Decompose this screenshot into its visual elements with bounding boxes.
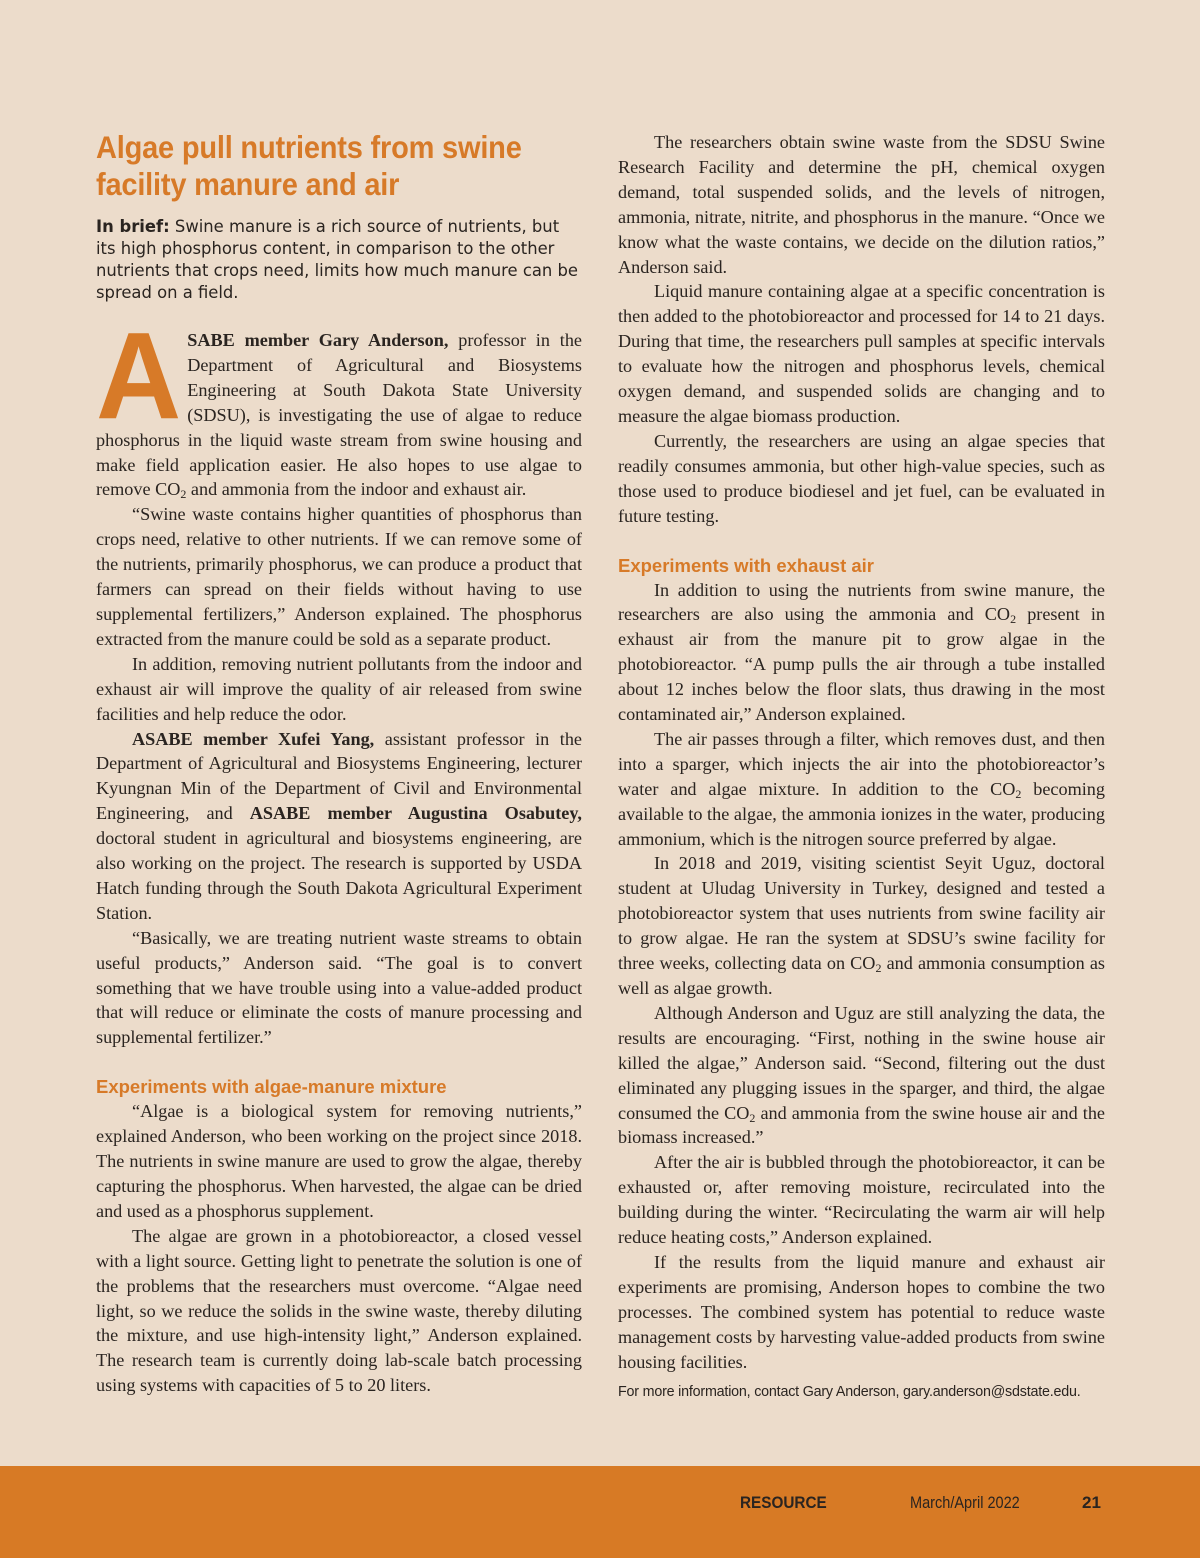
paragraph-2: “Swine waste contains higher quantities of phosphorus than crops need, relative to other nutrients. If we can remove some of the nutrients, primarily phosphorus, we can produce a product that farmers can spread on their fields without having to use supplemental fertilizers,” Anderson explained. The phosphorus extracted from the manure could be sold as a separate product. <box>96 504 582 649</box>
right-column <box>618 130 1105 1402</box>
p12-text-b: becoming available to the algae, the ammonia ionizes in the water, producing ammonium, which is the nitrogen source preferred by algae. <box>618 778 1105 849</box>
in-brief-label: In brief: <box>96 217 170 236</box>
subhead-exhaust-air: Experiments with exhaust air <box>618 554 875 576</box>
intro-paragraph <box>96 306 583 502</box>
p14-text-a: Although Anderson and Uguz are still analyzing the data, the results are encouraging. “First, nothing in the swine house air killed the algae,” Anderson said. “Second, filtering out the dust eliminated any plugging issues in the sparger, and third, the algae consumed the CO <box>618 1002 1105 1123</box>
article-body-right <box>618 130 1105 1375</box>
p4-bold-1: ASABE member Xufei Yang, <box>132 728 375 749</box>
intro-text-a: professor in the Department of Agricultural and Biosystems Engineering at South Dakota State University (SDSU), is investigating the use of algae to reduce phosphorus in the liquid waste stream from swine housing and make field application easier. He also hopes to use algae to remove CO <box>96 330 583 500</box>
drop-cap: A <box>96 306 182 446</box>
paragraph-13 <box>618 851 1105 1000</box>
p14-subscript: 2 <box>749 1110 756 1125</box>
paragraph-10: Currently, the researchers are using an algae species that readily consumes ammonia, but other high-value species, such as those used to produce biodiesel and jet fuel, can be evaluated in future testing. <box>618 430 1105 526</box>
p12-subscript: 2 <box>1015 786 1022 801</box>
intro-subscript: 2 <box>180 487 187 502</box>
intro-text-b: and ammonia from the indoor and exhaust air. <box>186 479 527 500</box>
paragraph-16: If the results from the liquid manure and exhaust air experiments are promising, Anderson hopes to combine the two processes. The combined system has potential to reduce waste management costs by harvesting value-added products from swine housing facilities. <box>618 1251 1105 1372</box>
paragraph-4 <box>96 727 582 926</box>
paragraph-9: Liquid manure containing algae at a specific concentration is then added to the photobioreactor and processed for 14 to 21 days. During that time, the researchers pull samples at specific intervals to evaluate how the nitrogen and phosphorus levels, chemical oxygen demand, and suspended solids are changing and to measure the algae biomass production. <box>618 281 1105 426</box>
paragraph-8: The researchers obtain swine waste from the SDSU Swine Research Facility and determine the pH, chemical oxygen demand, total suspended solids, and the levels of nitrogen, ammonia, nitrate, nitrite, and phosphorus in the manure. “Once we know what the waste contains, we decide on the dilution ratios,” Anderson said. <box>618 132 1105 277</box>
p11-text-a: In addition to using the nutrients from swine manure, the researchers are also using the ammonia and CO <box>618 579 1105 625</box>
intro-bold: SABE member Gary Anderson, <box>187 330 449 350</box>
p13-subscript: 2 <box>875 961 882 976</box>
article-body-left <box>96 306 583 1398</box>
subhead-algae-manure: Experiments with algae-manure mixture <box>96 1076 447 1098</box>
p12-text-a: The air passes through a filter, which removes dust, and then into a sparger, which injects the air into the photobioreactor’s water and algae mixture. In addition to the CO <box>618 728 1105 799</box>
paragraph-14 <box>618 1001 1105 1150</box>
paragraph-5: “Basically, we are treating nutrient waste streams to obtain useful products,” Anderson said. “The goal is to convert something that we have trouble using into a value-added product that will reduce or eliminate the costs of manure processing and supplemental fertilizer.” <box>96 927 582 1048</box>
page-footer <box>0 1466 1200 1558</box>
issue-date: March/April 2022 <box>910 1494 1020 1512</box>
p14-text-b: and ammonia from the swine house air and the biomass increased.” <box>618 1102 1105 1148</box>
p11-text-b: present in exhaust air from the manure pit to grow algae in the photobioreactor. “A pump pulls the air through a tube installed about 12 inches below the floor slats, thus drawing in the most contaminated air,” Anderson explained. <box>618 604 1105 725</box>
page-number: 21 <box>1082 1493 1101 1512</box>
paragraph-15: After the air is bubbled through the photobioreactor, it can be exhausted or, after removing moisture, recirculated into the building during the winter. “Recirculating the warm air will help reduce heating costs,” Anderson explained. <box>618 1152 1105 1248</box>
contact-line: For more information, contact Gary Anderson, gary.anderson@sdstate.edu. <box>618 1383 1081 1400</box>
p4-bold-2: ASABE member Augustina Osabutey, <box>249 803 582 824</box>
paragraph-7: The algae are grown in a photobioreactor, a closed vessel with a light source. Getting light to penetrate the solution is one of the problems that the researchers must overcome. “Algae need light, so we reduce the solids in the swine waste, thereby diluting the mixture, and use high-intensity light,” Anderson explained. The research team is currently doing lab-scale batch processing using systems with capacities of 5 to 20 liters. <box>96 1225 582 1396</box>
p11-subscript: 2 <box>1010 612 1017 627</box>
in-brief <box>96 216 582 304</box>
paragraph-6: “Algae is a biological system for removing nutrients,” explained Anderson, who been working on the project since 2018. The nutrients in swine manure are used to grow the algae, thereby capturing the phosphorus. When harvested, the algae can be dried and used as a phosphorus supplement. <box>96 1101 582 1221</box>
paragraph-11 <box>618 578 1105 727</box>
paragraph-3: In addition, removing nutrient pollutants from the indoor and exhaust air will improve the quality of air released from swine facilities and help reduce the odor. <box>96 653 582 724</box>
p4-text-a: assistant professor in the Department of Agricultural and Biosystems Engineering, lecturer Kyungnan Min of the Department of Civil and Environmental Engineering, and <box>96 728 582 824</box>
paragraph-12 <box>618 727 1105 852</box>
p13-text-b: and ammonia consumption as well as algae growth. <box>618 953 1105 998</box>
in-brief-text: Swine manure is a rich source of nutrients, but its high phosphorus content, in comparison to the other nutrients that crops need, limits how much manure can be spread on a field. <box>96 217 578 302</box>
p13-text-a: In 2018 and 2019, visiting scientist Seyit Uguz, doctoral student at Uludag University in Turkey, designed and tested a photobioreactor system that uses nutrients from swine facility air to grow algae. He ran the system at SDSU’s swine facility for three weeks, collecting data on CO <box>618 853 1105 974</box>
article-headline: Algae pull nutrients from swine facility manure and air <box>96 131 522 203</box>
left-column <box>96 130 582 1398</box>
magazine-name: RESOURCE <box>740 1493 827 1512</box>
p4-text-b: doctoral student in agricultural and biosystems engineering, are also working on the project. The research is supported by USDA Hatch funding through the South Dakota Agricultural Experiment Station. <box>96 828 582 923</box>
